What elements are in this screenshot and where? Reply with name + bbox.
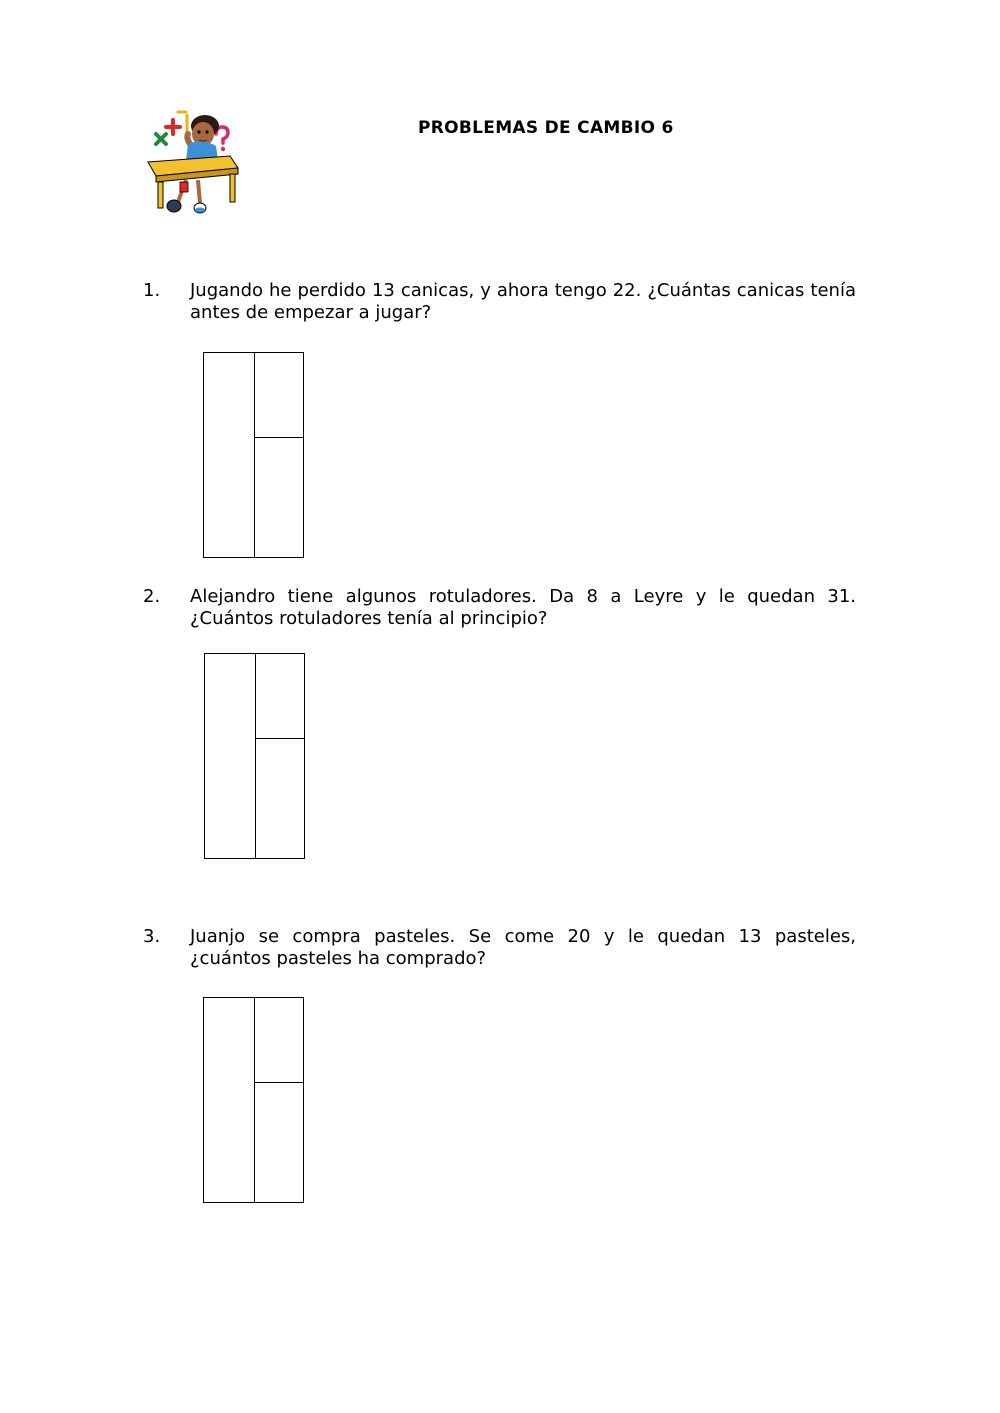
student-thinking-icon bbox=[142, 104, 242, 216]
problem-text: Jugando he perdido 13 canicas, y ahora tengo 22. ¿Cuántas canicas tenía antes de empezar a jugar? bbox=[190, 280, 856, 323]
divider-horizontal bbox=[254, 1082, 304, 1083]
answer-cell-part-top[interactable] bbox=[255, 998, 304, 1082]
divider-horizontal bbox=[254, 437, 304, 438]
divider-vertical bbox=[254, 353, 255, 557]
times-symbol-icon bbox=[156, 134, 166, 144]
answer-diagram-3 bbox=[203, 997, 304, 1203]
problem-text: Juanjo se compra pasteles. Se come 20 y le quedan 13 pasteles, ¿cuántos pasteles ha comprado? bbox=[190, 926, 856, 969]
answer-cell-total[interactable] bbox=[204, 998, 254, 1202]
answer-cell-part-bottom[interactable] bbox=[255, 1083, 304, 1203]
answer-cell-part-top[interactable] bbox=[255, 353, 304, 437]
problem-text: Alejandro tiene algunos rotuladores. Da 8 a Leyre y le quedan 31. ¿Cuántos rotuladores tenía al principio? bbox=[190, 586, 856, 629]
divider-vertical bbox=[254, 998, 255, 1202]
problem-number: 2. bbox=[143, 586, 161, 607]
question-mark-icon bbox=[216, 127, 228, 151]
answer-cell-part-bottom[interactable] bbox=[255, 438, 304, 558]
answer-cell-total[interactable] bbox=[204, 353, 254, 557]
page-title: PROBLEMAS DE CAMBIO 6 bbox=[418, 118, 674, 138]
problem-number: 3. bbox=[143, 926, 161, 947]
answer-cell-total[interactable] bbox=[205, 654, 255, 858]
problem-1 bbox=[143, 280, 856, 324]
problem-2 bbox=[143, 586, 856, 630]
answer-diagram-1 bbox=[203, 352, 304, 558]
mascot-illustration bbox=[142, 104, 242, 216]
answer-diagram-2 bbox=[204, 653, 305, 859]
plus-symbol-icon bbox=[166, 120, 180, 134]
divider-horizontal bbox=[255, 738, 305, 739]
answer-cell-part-top[interactable] bbox=[256, 654, 305, 738]
problem-3 bbox=[143, 926, 856, 970]
answer-cell-part-bottom[interactable] bbox=[256, 739, 305, 859]
problem-number: 1. bbox=[143, 280, 161, 301]
divider-vertical bbox=[255, 654, 256, 858]
